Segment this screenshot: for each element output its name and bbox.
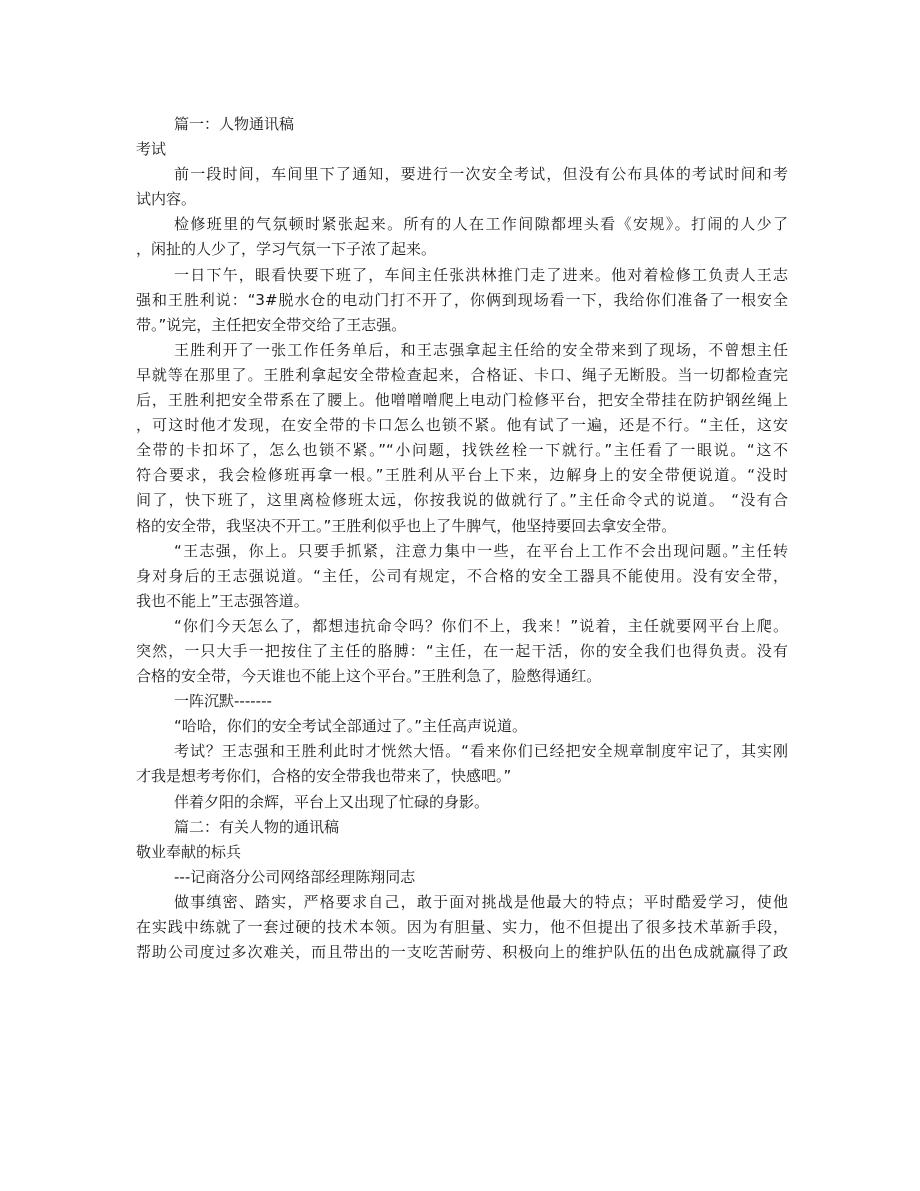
section2-title: 敬业奉献的标兵 [136, 842, 242, 861]
section1-paragraph-8: “哈哈，你们的安全考试全部通过了。”主任高声说道。 [174, 717, 528, 736]
section1-paragraph-3: 一日下午，眼看快要下班了，车间主任张洪林推门走了进来。他对着检修工负责人王志 强和王胜利说：“3#脱水仓的电动门打不开了，你俩到现场看一下，我给你们准备了一根安全 带。”说完，主任把安全带交给了王志强。 [136, 265, 788, 334]
section1-paragraph-6: “你们今天怎么了，都想违抗命令吗？你们不上，我来！”说着，主任就要网平台上爬。 突然，一只大手一把按住了主任的胳膊：“主任，在一起干活，你的安全我们也得负责。没有 合格的安全带，今天谁也不能上这个平台。”王胜利急了，脸憋得通红。 [136, 616, 788, 686]
section1-paragraph-1: 前一段时间，车间里下了通知，要进行一次安全考试，但没有公布具体的考试时间和考 试内容。 [136, 165, 788, 209]
section1-paragraph-2: 检修班里的气氛顿时紧张起来。所有的人在工作间隙都埋头看《安规》。打闹的人少了 ，闲扯的人少了，学习气氛一下子浓了起来。 [136, 215, 788, 259]
section1-paragraph-4: 王胜利开了一张工作任务单后，和王志强拿起主任给的安全带来到了现场，不曾想主任 早就等在那里了。王胜利拿起安全带检查起来，合格证、卡口、绳子无断股。当一切都检查完 后，王胜利把安全带系在了腰上。他噌噌噌爬上电动门检修平台，把安全带挂在防护钢丝绳上 ，可这时他才发现，在安全带的卡口怎么也锁不紧。他有试了一遍，还是不行。“主任，这安 全带的卡扣坏了，怎么也锁不紧。”“小问题，找铁丝栓一下就行。”主任看了一眼说。“这不 符合要求，我会检修班再拿一根。”王胜利从平台上下来，边解身上的安全带便说道。“没时 间了，快下班了，这里离检修班太远，你按我说的做就行了。”主任命令式的说道。 “没有合 格的安全带，我坚决不开工。”王胜利似乎也上了牛脾气，他坚持要回去拿安全带。 [136, 340, 788, 535]
section1-paragraph-7: 一阵沉默------- [174, 692, 272, 711]
section1-paragraph-10: 伴着夕阳的余辉，平台上又出现了忙碌的身影。 [174, 792, 490, 811]
section1-paragraph-5: “王志强，你上。只要手抓紧，注意力集中一些，在平台上工作不会出现问题。”主任转 身对身后的王志强说道。“主任，公司有规定，不合格的安全工器具不能使用。没有安全带， 我也不能上”王志强答道。 [136, 541, 788, 610]
section1-heading: 篇一：人物通讯稿 [174, 115, 295, 133]
section2-subtitle: ---记商洛分公司网络部经理陈翔同志 [174, 867, 416, 886]
section2-heading: 篇二：有关人物的通讯稿 [174, 817, 340, 836]
document-page [136, 112, 788, 965]
section2-paragraph-1: 做事缜密、踏实，严格要求自己，敢于面对挑战是他最大的特点；平时酷爱学习，使他 在实践中练就了一套过硬的技术本领。因为有胆量、实力，他不但提出了很多技术革新手段， 帮助公司度过多次难关，而且带出的一支吃苦耐劳、积极向上的维护队伍的出色成就赢得了政 [136, 892, 788, 962]
section1-title: 考试 [136, 140, 167, 159]
section1-paragraph-9: 考试？王志强和王胜利此时才恍然大悟。“看来你们已经把安全规章制度牢记了，其实刚 才我是想考考你们，合格的安全带我也带来了，快感吧。” [136, 742, 788, 786]
